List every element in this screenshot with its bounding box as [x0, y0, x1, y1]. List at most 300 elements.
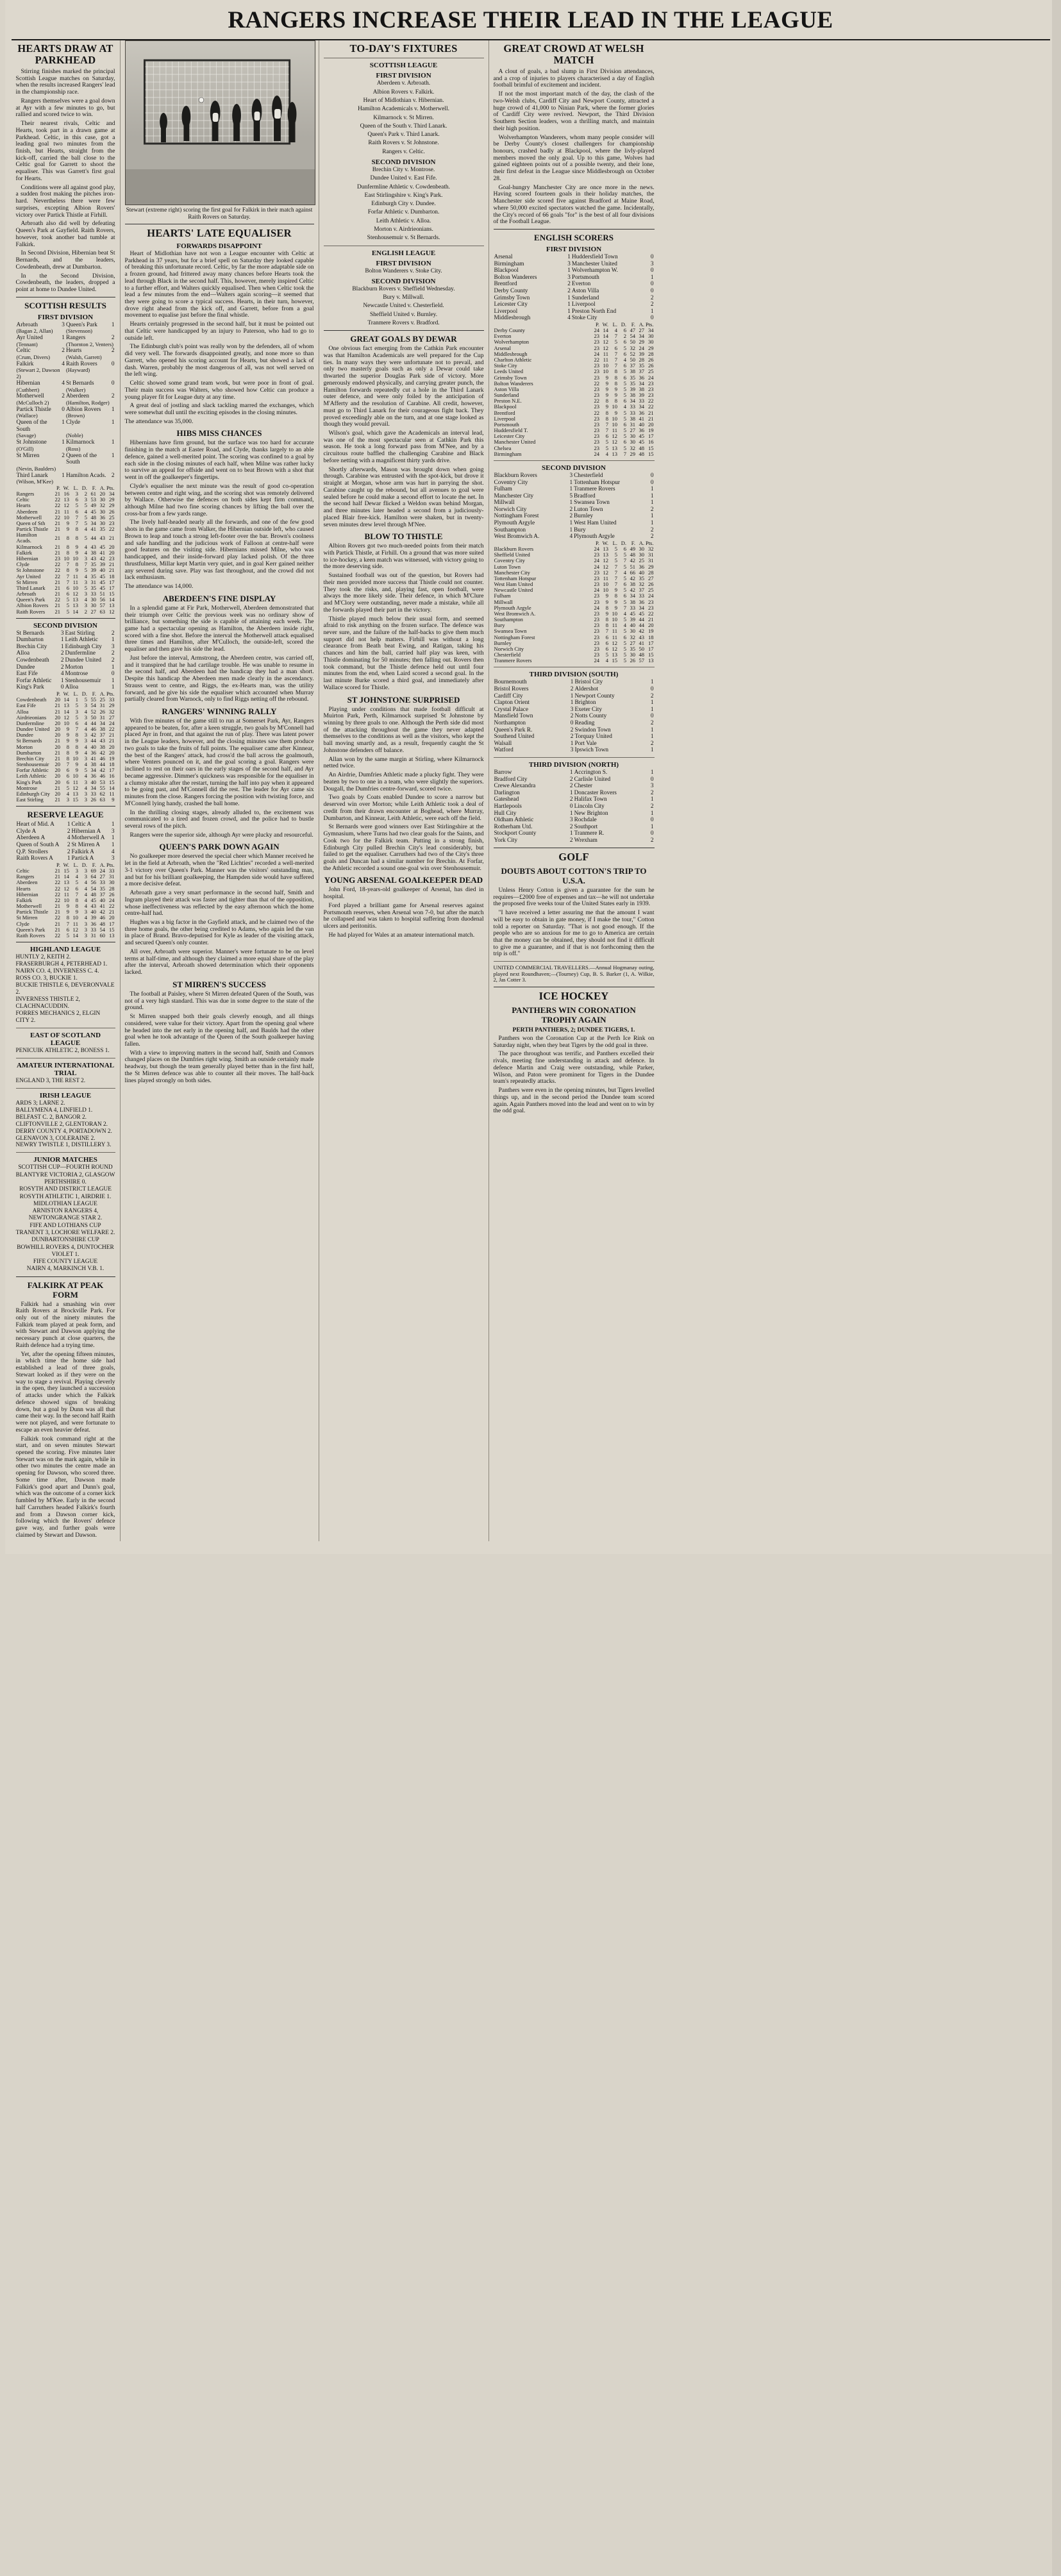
- home-team: West Bromwich A.: [494, 533, 540, 540]
- away-scorers: (Brown): [65, 412, 85, 419]
- article-para: In the thrilling closing stages, already alluded to, the excitement was communicated to a tired and frozen crowd, and the police had to bustle several rows of the pitch.: [124, 808, 314, 830]
- divider: [494, 757, 655, 758]
- away-score: 0: [650, 479, 654, 486]
- list-item: BALLYMENA 4, LINFIELD 1.: [15, 1107, 93, 1114]
- subhead-english-second-division: SECOND DIVISION: [542, 464, 606, 472]
- away-team: Stoke City: [571, 315, 597, 322]
- table-row: [16, 453, 115, 466]
- scorers-row: [16, 466, 115, 473]
- home-team: East Fife: [16, 671, 38, 678]
- away-team: Tottenham Hotspur: [574, 479, 621, 486]
- away-score: 2: [111, 650, 115, 657]
- divider: [494, 961, 655, 962]
- away-score: 1: [111, 637, 115, 644]
- section-scottish-results: SCOTTISH RESULTS: [24, 300, 106, 310]
- results-table-third-north: Barrow 1 Accrington S. 1 Bradford City 2 Carlisle United 0 Crewe Alexandra 2 Chester 3 Darlington 1 Doncaster Rovers 2 Gateshead 2 Halifax Town 1 Hartlepools 0 Lincoln City 2 Hull City 1 New Brighton 1 Oldham Athletic 3 Rochdale 0 Rotherham Utd. 2 Southport 1 Stockport County 1 Tranmere R. 0 York City 2 Wrexham 2: [494, 769, 654, 844]
- home-score: 1: [62, 472, 65, 479]
- home-scorers: (Wallace): [16, 412, 38, 419]
- fixture: Raith Rovers v. St Johnstone.: [368, 140, 439, 147]
- headline-rangers-winning-rally: RANGERS' WINNING RALLY: [162, 707, 277, 717]
- away-team: Dunfermline: [65, 650, 96, 657]
- home-score: 3: [60, 630, 64, 637]
- article-para: Clyde's equaliser the next minute was the result of good co-operation between centre and right wing, and the scoring shot was remotely delivered by Wallace. Otherwise the defences on both sides kept firm command, although Milne had two fine scoring chances by lifting the ball over the cross-bar from a few yards range.: [124, 482, 314, 517]
- article-para: The pace throughout was terrific, and Panthers excelled their rivals, meeting fine understanding in attack and defence. In defence Martin and Craig were outstanding, while Parker, Wilson, and Paton were prominent for Tigers in the Dundee team's repeatedly attacks.: [493, 1050, 655, 1085]
- article-para: Falkirk had a smashing win over Raith Rovers at Brockville Park. For only out of the ninety minutes the Falkirk team played at peak form, and with Stewart and Dawson applying the necessary punch at close quarters, the Raith defence had a trying time.: [15, 1300, 115, 1349]
- table-row: [16, 419, 115, 433]
- home-team: Leicester City: [494, 301, 528, 308]
- table-row: [16, 678, 115, 685]
- away-score: 2: [650, 506, 654, 513]
- scorers-row: [16, 433, 115, 439]
- divider: [16, 1088, 115, 1089]
- article-para: An Airdrie, Dumfries Athletic made a plucky fight. They were beaten by two to one in a team, who were slightly the superiors. Dougall, the Dumfries centre-forward, scored twice.: [323, 771, 484, 792]
- away-score: 1: [650, 486, 654, 493]
- away-score: 1: [111, 684, 115, 691]
- headline-ice-hockey: ICE HOCKEY: [539, 989, 609, 1002]
- home-team: Ayr United: [16, 335, 43, 342]
- home-score: 2: [60, 657, 64, 664]
- article-para: A great deal of jostling and slack tackling marred the exchanges, which were somewhat dull until the exciting episodes in the closing minutes.: [124, 402, 314, 416]
- subhead-english-first-division: FIRST DIVISION: [546, 246, 602, 254]
- section-irish-league: IRISH LEAGUE: [39, 1091, 92, 1100]
- home-score: 1: [567, 254, 571, 261]
- home-team: Clyde A: [16, 828, 37, 835]
- list-item: GLENAVON 3, COLERAINE 2.: [15, 1135, 96, 1142]
- home-scorers: (Cuthbert): [16, 386, 40, 393]
- home-score: 1: [67, 855, 71, 862]
- away-score: 1: [111, 419, 115, 426]
- highland-results: [16, 954, 115, 1025]
- article-para: John Ford, 18-years-old goalkeeper of Arsenal, has died in hospital.: [323, 886, 484, 901]
- table-row: [494, 480, 655, 487]
- subhead-third-division-south: THIRD DIVISION (SOUTH): [529, 671, 619, 679]
- junior-sub-6: FIFE COUNTY LEAGUE: [33, 1259, 98, 1266]
- away-score: 2: [650, 301, 654, 308]
- results-table-third-south: Bournemouth 1 Bristol City 1 Bristol Rovers 2 Aldershot 0 Cardiff City 1 Newport County 2 Clapton Orient 1 Brighton 1 Crystal Palace 3 Exeter City 1 Mansfield Town 2 Notts County 0 Northampton 0 Reading 2 Queen's Park R. 2 Swindon Town 1 Southend United 2 Torquay United 1 Walsall 1 Port Vale 2 Watford 3 Ipswich Town 1: [494, 679, 654, 754]
- east-results: [16, 1048, 115, 1055]
- away-score: 2: [111, 335, 115, 342]
- home-team: Derby County: [494, 288, 528, 294]
- home-team: Blackpool: [494, 267, 519, 274]
- fixture: Albion Rovers v. Falkirk.: [372, 88, 435, 96]
- home-team: Third Lanark: [16, 472, 48, 479]
- away-team: Motherwell A: [71, 835, 105, 842]
- away-score: 1: [111, 842, 115, 849]
- table-row: [16, 835, 115, 842]
- home-scorers: (Nevin, Baulders): [16, 465, 56, 472]
- away-team: Raith Rovers: [65, 360, 97, 367]
- home-team: Birmingham: [494, 260, 524, 267]
- away-team: Swansea Town: [574, 499, 610, 506]
- league-table-reserve: P. W. L. D. F. A. Pts. Celtic 21 15 3 3 69 24 33 Rangers 21 14 4 3 64 27 31 Aberdeen 22 13 5 4 56 33 30 Hearts 22 12 6 4 54 35 28 Hibernian 22 11 7 4 48 37 26 Falkirk 22 10 8 4 45 40 24 Motherwell 21 9 8 4 43 41 22 Partick Thistle 21 9 9 3 40 42 21 St Mirren 22 8 10 4 39 46 20 Clyde 21 7 11 3 36 48 17 Queen's Park 21 6 12 3 33 54 15 Raith Rovers 22 5 14 3 31 60 13: [16, 861, 115, 939]
- table-row: [494, 281, 655, 288]
- photo-graphic: [126, 41, 315, 205]
- away-score: 0: [650, 315, 654, 322]
- home-scorers: (Savage): [16, 432, 37, 439]
- table-row: [16, 821, 115, 828]
- away-team: Morton: [65, 664, 83, 671]
- fixture: Queen's Park v. Third Lanark.: [367, 131, 440, 138]
- article-para: With five minutes of the game still to run at Somerset Park, Ayr, Rangers appeared to be beaten, for, after a keen struggle, two goals by M'Connell had placed Ayr in front, and that against the run of play. There was latent power in the League leaders, however, and the closing minutes saw them produce two goals to take the fruits of full points. The equaliser came after Kinnear, the best of the Rangers' attack, had cross'd the ball across the goalmouth, where Venters pounced on it, and the goal scoring a goal. Rangers were inclined to rest on their oars in the early stages of the second half, and Ayr became aggressive. Dimmer's quickness was responsible for the equaliser in a clumsy mistake after the restart, turning the half into pay when it appeared to be going past, and M'Connell did the rest. The leader for Ayr came six minutes from the close. Rangers forcing the position with twisting force, and M'Connell lying handy, crashed the ball home.: [124, 717, 314, 807]
- home-team: Forfar Athletic: [16, 677, 52, 684]
- scorers-row: [16, 342, 115, 348]
- home-team: Alloa: [16, 650, 30, 657]
- home-team: Arbroath: [16, 321, 38, 328]
- away-scorers: (Walker): [65, 386, 86, 393]
- home-team: King's Park: [16, 684, 44, 691]
- section-english-scorers: ENGLISH SCORERS: [534, 233, 614, 243]
- article-para: Panthers were even in the opening minutes, but Tigers levelled things up, and in the second period the Dundee team scored again. Again Panthers moved into the lead and went on to win by the odd goal.: [493, 1087, 655, 1115]
- home-score: 1: [62, 419, 65, 426]
- table-row: [16, 630, 115, 637]
- attendance-note: The attendance was 35,000.: [124, 417, 194, 425]
- scorers-row: [16, 400, 115, 406]
- home-score: 1: [60, 677, 64, 684]
- home-team: Partick Thistle: [16, 406, 51, 413]
- results-table-reserve: [16, 821, 115, 862]
- list-item: CLIFTONVILLE 2, GLENTORAN 2.: [15, 1121, 108, 1128]
- article-para: Conditions were all against good play, a sudden frost making the pitches iron-hard. Nevertheless there were few surprises, excepting Albion Rovers' victory over Partick Thistle at Firhill.: [15, 183, 115, 219]
- home-team: Coventry City: [494, 479, 528, 486]
- article-para: Celtic showed some grand team work, but were poor in front of goal. Their main success was Walters, who showed how Celtic can produce a young player fit for League duty at any time.: [124, 380, 314, 401]
- home-score: 4: [67, 835, 71, 842]
- home-scorers: (Crum, Divers): [16, 354, 51, 361]
- results-table-second-division: [16, 630, 115, 691]
- attendance-note: The attendance was 14,000.: [124, 583, 194, 590]
- article-para: Thistle played much below their usual form, and seemed afraid to risk anything on the frozen surface. The defence was never sure, and the failure of the half-backs to give them much support did not help matters. Firhill was without a long clearance from Beath beat Ewing, and Ratigan, taking his chances and him the ball, carried half play was keen, with Thistle dominating for 50 minutes; then falling out. Rovers then took command, but the Thistle defence held out until four minutes from the end, when Laird scored a second goal. In the last minute Burke scored a third goal, and immediately after Wallace scored for Thistle.: [323, 615, 484, 691]
- fixture: Sheffield United v. Burnley.: [369, 311, 438, 318]
- junior-result-6: NAIRN 4, MARKINCH V.B. 1.: [26, 1266, 104, 1273]
- away-score: 1: [650, 492, 654, 499]
- column-1: [12, 40, 121, 1541]
- article-para: Just before the interval, Armstrong, the Aberdeen centre, was carried off, and it transpired that he had cartilage trouble. He was unable to resume in the second half, and Aberdeen had the handicap they had a man short. Despite this handicap the Aberdeen men made clearly in the ascendancy. Strauss went to centre, and Riggs, the ex-Hearts man, was the utility forward, and he give his side the equaliser which accounted when Murray partially cleared from Warnock, only to find Riggs netting off the rebound.: [124, 654, 314, 703]
- fixture: Kilmarnock v. St Mirren.: [373, 114, 434, 121]
- junior-result-2: ROSYTH ATHLETIC 1, AIRDRIE 1.: [19, 1193, 112, 1200]
- section-amateur-trial: AMATEUR INTERNATIONAL TRIAL: [16, 1061, 115, 1077]
- home-team: Bolton Wanderers: [494, 274, 537, 281]
- table-row: [16, 849, 115, 856]
- list-item: NEWRY TWISTLE 1, DISTILLERY 3.: [15, 1142, 112, 1149]
- away-team: Rangers: [65, 335, 86, 342]
- home-team: Arsenal: [494, 254, 513, 261]
- home-score: 3: [567, 260, 571, 267]
- subsection-second-division: SECOND DIVISION: [33, 621, 97, 630]
- away-team: Chesterfield: [574, 472, 603, 479]
- junior-sub-5: DUNBARTONSHIRE CUP: [31, 1237, 99, 1244]
- league-table-english-first: P. W. L. D. F. A. Pts. Derby County 24 14 4 6 47 27 34 Everton 23 14 7 2 54 34 30 Wolverhampton 23 12 5 6 50 29 30 Arsenal 23 12 6 5 32 24 29 Middlesbrough 24 11 7 6 52 39 28 Charlton Athletic 22 11 7 4 50 28 26 Stoke City 23 10 7 6 37 35 26 Leeds United 23 10 8 5 38 37 25 Grimsby Town 23 9 8 6 35 36 24 Bolton Wanderers 22 9 8 5 35 34 23 Aston Villa 23 9 9 5 39 38 23 Sunderland 23 9 9 5 38 39 23 Preston N.E. 22 8 8 6 34 33 22 Blackpool 23 9 10 4 33 34 22 Brentford 22 8 9 5 33 36 21 Liverpool 23 8 10 5 38 41 21 Portsmouth 23 7 10 6 31 40 20 Huddersfield T. 23 7 11 5 27 36 19 Leicester City 23 6 12 5 30 45 17 Manchester United 23 5 12 6 30 45 16 Chelsea 23 5 13 5 32 48 15 Birmingham 24 4 13 7 29 48 15: [494, 321, 654, 457]
- home-score: 4: [60, 671, 64, 678]
- list-item: NAIRN CO. 4, INVERNESS C. 4.: [15, 967, 99, 974]
- junior-sub-2: ROSYTH AND DISTRICT LEAGUE: [19, 1186, 112, 1193]
- fixture: Stenhousemuir v. St Bernards.: [367, 235, 440, 242]
- away-score: 0: [111, 360, 115, 367]
- ice-hockey-score: PERTH PANTHERS, 2; DUNDEE TIGERS, 1.: [512, 1026, 635, 1033]
- away-team: Edinburgh City: [65, 643, 102, 650]
- table-row: [494, 267, 655, 274]
- away-team: Hibernian A: [71, 828, 101, 835]
- headline-st-mirrens-success: ST MIRREN'S SUCCESS: [172, 979, 266, 989]
- away-score: 2: [111, 347, 115, 355]
- home-score: 4: [62, 360, 65, 367]
- headline-todays-fixtures: TO-DAY'S FIXTURES: [349, 42, 458, 54]
- divider: [494, 460, 655, 461]
- away-team: Stenhousemuir: [65, 677, 101, 684]
- fixture: East Stirlingshire v. King's Park.: [364, 192, 443, 199]
- article-para: Their nearest rivals, Celtic and Hearts, took part in a drawn game at Parkhead. Celtic, in this case, got a leading goal two minutes from the finish, but Hearts, straight from the kick-off, carried the ball close to the Celtic goal for Garrett to shoot the equaliser. This was Garrett's first goal for Hearts.: [15, 120, 115, 182]
- article-para: Sustained football was out of the question, but Rovers had their men provided more success that Thistle could not counter. They took the risks, and, playing fast, open football, were always the more likely side. Their defence, in which M'Clure and M'Clory were outstanding, never made a mistake, while all the forwards played their part in the victory.: [323, 572, 484, 614]
- table-row: [16, 650, 115, 657]
- article-para: Albion Rovers got two much-needed points from their match with Partick Thistle, at Firhill. On a ground that was more suited to ice-hockey, a keen match was witnessed, with victory going to the more deserving side.: [323, 542, 484, 571]
- list-item: FRASERBURGH 4, PETERHEAD 1.: [15, 961, 108, 968]
- home-score: 1: [60, 643, 64, 650]
- away-score: 1: [111, 821, 115, 828]
- away-team: Partick A: [71, 855, 94, 862]
- results-table-english-second: [494, 473, 655, 540]
- section-highland-league: HIGHLAND LEAGUE: [29, 946, 101, 954]
- headline-golf: GOLF: [558, 850, 589, 863]
- away-team: Bradford: [574, 492, 596, 499]
- away-score: 1: [650, 520, 654, 527]
- away-team: Plymouth Argyle: [574, 533, 615, 540]
- away-team: Luton Town: [574, 506, 603, 513]
- home-score: 1: [67, 821, 71, 828]
- table-row: [494, 254, 655, 261]
- results-table-first-division: [16, 322, 115, 485]
- home-score: 2: [67, 842, 71, 849]
- subhead-cotton-usa: DOUBTS ABOUT COTTON'S TRIP TO U.S.A.: [501, 866, 647, 885]
- article-para: Arbroath gave a very smart performance in the second half, Smith and Ingram played their attack was faster and tighter than that of the opposition, whose ineffectiveness was reflected by the easy afternoon which the home centre-half had.: [124, 889, 314, 917]
- home-team: Aberdeen A: [16, 835, 46, 842]
- list-item: BUCKIE THISTLE 6, DEVERONVALE 2.: [15, 982, 115, 996]
- headline-hearts-draw: HEARTS DRAW AT PARKHEAD: [17, 42, 113, 67]
- fixture: Hamilton Academicals v. Motherwell.: [358, 106, 449, 113]
- list-item: DERRY COUNTY 4, PORTADOWN 2.: [15, 1128, 112, 1135]
- article-para: Panthers won the Coronation Cup at the Perth Ice Rink on Saturday night, when they beat Tigers by the odd goal in three.: [493, 1034, 655, 1049]
- away-score: 1: [111, 664, 115, 671]
- away-team: Wolverhampton W.: [571, 267, 618, 274]
- table-row: [494, 513, 655, 520]
- page-title: RANGERS INCREASE THEIR LEAD IN THE LEAGUE: [12, 4, 1050, 40]
- home-score: 2: [60, 650, 64, 657]
- article-para: A clout of goals, a bad slump in First Division attendances, and a crop of injuries to players characterised a day of English football brimful of excitement and incident.: [493, 67, 655, 89]
- fixture: Edinburgh City v. Dundee.: [371, 201, 436, 208]
- article-para: Rangers themselves were a goal down at Ayr with a few minutes to go, but rallied and scored twice to win.: [15, 97, 115, 119]
- away-score: 1: [111, 406, 115, 413]
- home-score: 2: [569, 506, 573, 513]
- away-team: Burnley: [574, 513, 594, 520]
- away-score: 1: [650, 499, 654, 506]
- article-para: Unless Henry Cotton is given a guarantee for the sum he requires—£2000 free of expenses and tax—he will not undertake the proposed five weeks tour of the United States early in 1939.: [493, 886, 655, 908]
- article-para: St Mirren snapped both their goals cleverly enough, and all things considered, were value for their victory. Apart from the opening goal where he headed into the net early in the opening half, and Baulds had the other goal when he took advantage of the Queen of the South goalkeeper having fallen.: [124, 1013, 314, 1048]
- home-score: 1: [569, 520, 573, 527]
- away-team: West Ham United: [574, 520, 617, 527]
- home-team: Brentford: [494, 281, 517, 288]
- fixture: Newcastle United v. Chesterfield.: [363, 303, 444, 310]
- away-score: 3: [111, 828, 115, 835]
- table-row: [494, 288, 655, 295]
- home-team: Nottingham Forest: [494, 513, 539, 520]
- article-para: "I have received a letter assuring me that the amount I want will be easy to obtain in gate money, if I make the tour," Cotton told a reporter on Saturday. "That is not good enough. If the people who are so anxious for me to go to America are certain that the money can be obtained, they should not find it difficult to give me a guarantee, and if that is not forthcoming then the trip is off.": [493, 909, 655, 958]
- subhead-first-division: FIRST DIVISION: [376, 72, 431, 80]
- away-team: Celtic A: [71, 821, 92, 828]
- travellers-note: UNITED COMMERCIAL TRAVELLERS.—Annual Hogmanay outing, played next Roundhaven;—(Tourney) Cup, B. S. Barker (1, A. Wilkie, 2, Jas Cotter 3.: [493, 964, 655, 983]
- junior-result-1: BLANTYRE VICTORIA 2, GLASGOW PERTHSHIRE 0.: [15, 1171, 115, 1186]
- home-score: 2: [569, 513, 573, 520]
- list-item: BELFAST C. 2, BANGOR 2.: [15, 1114, 87, 1121]
- away-score: 0: [650, 281, 654, 288]
- subsection-first-division: FIRST DIVISION: [37, 313, 94, 321]
- home-score: 0: [60, 684, 64, 691]
- fixture: Tranmere Rovers v. Bradford.: [367, 319, 440, 326]
- home-team: Brechin City: [16, 643, 47, 650]
- headline-great-crowd-welsh-match: GREAT CROWD AT WELSH MATCH: [503, 42, 644, 67]
- scorers-row: [16, 446, 115, 453]
- home-score: 3: [62, 321, 65, 328]
- away-team: Alloa: [65, 684, 79, 691]
- headline-queens-park-down-again: QUEEN'S PARK DOWN AGAIN: [159, 842, 280, 852]
- away-scorers: (Hayward): [65, 367, 90, 374]
- home-team: Heart of Mid. A: [16, 821, 54, 828]
- junior-sub-1: SCOTTISH CUP—FOURTH ROUND: [18, 1164, 113, 1171]
- fixture: Aberdeen v. Arbroath.: [376, 80, 431, 87]
- home-scorers: (Wilson, M'Kee): [16, 478, 54, 485]
- article-para: With a view to improving matters in the second half, Smith and Connors changed places on the Dumfries right wing. Smith an outside certainly made headway, but though the team generally played better than in the first half, the St Mirren defence was able to counter all their moves. The half-back lines played strongly on both sides.: [124, 1049, 314, 1084]
- away-team: Kilmarnock: [65, 439, 95, 446]
- away-score: 3: [650, 260, 654, 267]
- home-score: 3: [567, 274, 571, 281]
- away-team: Leith Athletic: [65, 637, 98, 644]
- scorers-row: [16, 413, 115, 419]
- home-team: Queen of South A: [16, 842, 60, 849]
- table-row: [494, 261, 655, 268]
- column-3: [319, 40, 489, 1541]
- home-scorers: (Stewart 2, Dawson 2): [16, 367, 60, 380]
- table-row: [494, 301, 655, 308]
- away-scorers: (Thornton 2, Venters): [65, 340, 114, 347]
- fixture: Dundee United v. East Fife.: [370, 175, 437, 182]
- headline-hibs-miss-chances: HIBS MISS CHANCES: [176, 428, 262, 439]
- divider: [16, 1276, 115, 1277]
- away-team: Hearts: [65, 347, 82, 355]
- away-scorers: (Noble): [65, 432, 83, 439]
- home-score: 1: [567, 294, 571, 301]
- article-para: No goalkeeper more deserved the special cheer which Manner received he let in the field at Arbroath, when the "Red Lichties" recorded a well-merited 3-1 victory over Queen's Park. Manner was the visitors' outstanding man, and but for his brilliant goalkeeping, the Hampden side would have suffered a more decisive defeat.: [124, 853, 314, 888]
- article-para: Falkirk took command right at the start, and on seven minutes Stewart opened the scoring. Five minutes later Stewart was on the mark again, while in other two minutes the centre made an opening for Dawson, who scored three. Some time after, Dawson made Falkirk's good apart and Dunn's goal, which was the outcome of a corner kick fumbled by M'Kee. Early in the second half Carruthers headed Falkirk's fourth and from a Dawson corner kick, following which the Rovers' defence gave way, and further goals were claimed by Stewart and Dawson.: [15, 1435, 115, 1539]
- home-team: Dundee: [16, 664, 35, 671]
- article-para: Ford played a brilliant game for Arsenal reserves against Portsmouth reserves, when Arsenal won 7-0, but after the match he collapsed and was taken to hospital suffering from duodenal ulcers and peritonitis.: [323, 901, 484, 930]
- match-photograph: [125, 40, 315, 205]
- article-para: St Bernards were good winners over East Stirlingshire at the Gymnasium, where Turns had two clear goals for the Saints, and Cook two for the Falkirk team. Putting in a strong finish, Edinburgh City pulled Brechin City's lead considerably, but failed to get the equaliser. Carruthers had two of the City's three goals and Duncan had a similar number for Brechin. At Forfar, the Athletic recorded a sound one-goal win over Stenhousemuir.: [323, 823, 484, 872]
- away-team: Sunderland: [571, 294, 599, 301]
- home-team: Southampton: [494, 526, 526, 533]
- home-score: 1: [569, 499, 573, 506]
- home-score: 2: [62, 452, 65, 459]
- subhead-scottish-league: SCOTTISH LEAGUE: [369, 62, 438, 70]
- home-score: 2: [567, 288, 571, 294]
- home-score: 2: [567, 281, 571, 288]
- home-team: Queen of the South: [16, 419, 47, 433]
- table-row: [494, 499, 655, 506]
- away-score: 1: [111, 452, 115, 459]
- away-team: Falkirk A: [71, 848, 94, 855]
- newspaper-sheet: [5, 0, 1057, 1554]
- fixture: Brechin City v. Montrose.: [372, 167, 435, 173]
- away-team: Queen of the South: [65, 452, 97, 466]
- away-team: Dundee United: [65, 657, 102, 664]
- home-score: 2: [67, 848, 71, 855]
- away-score: 1: [111, 677, 115, 684]
- away-score: 1: [111, 835, 115, 842]
- away-score: 1: [650, 274, 654, 281]
- home-score: 5: [569, 492, 573, 499]
- table-row: [16, 380, 115, 387]
- away-score: 2: [111, 630, 115, 637]
- away-team: Montrose: [65, 671, 88, 678]
- column-4: [489, 40, 659, 1541]
- home-score: 1: [567, 301, 571, 308]
- home-team: Plymouth Argyle: [494, 520, 535, 527]
- away-team: Manchester United: [571, 260, 617, 267]
- junior-result-4: TRANENT 3, LOCHORE WELFARE 2.: [15, 1229, 115, 1236]
- table-row: [16, 637, 115, 644]
- article-para: He had played for Wales at an amateur international match.: [328, 931, 475, 939]
- headline-blow-to-thistle: BLOW TO THISTLE: [364, 531, 443, 542]
- away-score: 0: [111, 380, 115, 387]
- fixture: Blackburn Rovers v. Sheffield Wednesday.: [352, 285, 455, 292]
- article-para: Rangers were the superior side, although Ayr were plucky and resourceful.: [129, 831, 313, 839]
- home-score: 1: [569, 479, 573, 486]
- article-para: In the Second Division, Cowdenbeath, the leaders, dropped a point at home to Dundee United.: [15, 272, 115, 293]
- home-team: Cowdenbeath: [16, 657, 49, 664]
- junior-sub-3: MIDLOTHIAN LEAGUE: [33, 1200, 97, 1207]
- table-row: [494, 533, 655, 540]
- away-team: Huddersfield Town: [571, 254, 618, 261]
- article-para: Arbroath also did well by defeating Queen's Park at Gayfield. Raith Rovers, however, took another bad tumble at Falkirk.: [15, 220, 115, 248]
- junior-result-3: ARNISTON RANGERS 4, NEWTONGRANGE STAR 2.: [28, 1208, 103, 1222]
- article-para: If not the most important match of the day, the clash of the two-Welsh clubs, Cardiff City and Newport County, attracted a huge crowd of 41,000 to Ninian Park, where the former glories of Cardiff City were revived. Newport, the Third Division Southern Section leaders, won a thrilling match, and maintain their high position.: [493, 90, 655, 132]
- home-score: 1: [567, 308, 571, 315]
- away-team: Liverpool: [571, 301, 596, 308]
- table-row: [494, 308, 655, 315]
- home-team: Norwich City: [494, 506, 527, 513]
- away-team: St Mirren A: [71, 842, 100, 849]
- away-scorers: (Ross): [65, 445, 81, 452]
- article-para: Heart of Midlothian have not won a League encounter with Celtic at Parkhead in 37 years, but for a brief spell on Saturday they looked capable of breaking this unfortunate record. Celtic, by far the more adaptable side on a frozen ground, had frittered away many chances before Hearts took the lead through Black in the second half. This, however, merely inspired Celtic to a further effort, and Walters quickly equalised. Then when Celtic took the lead a few minutes from the end—Walters again scoring—it seemed that they were going to score a typical success. Hearts, in their turn, however, drove right ahead from the kick off, and Garrett, before from a goal movement to equalise just before the final whistle.: [124, 249, 314, 319]
- away-team: Aston Villa: [571, 288, 599, 294]
- table-row: [494, 527, 655, 534]
- article-para: Hughes was a big factor in the Gayfield attack, and he claimed two of the three home goals, the other being credited to Adams, who again led the van in place of Brand. Bravo-deputised for Kyle as leader of the visiting attack, and secured Queen's only counter.: [124, 919, 314, 947]
- fixture: Morton v. Airdrieonians.: [374, 226, 433, 233]
- results-table-english-first: [494, 254, 655, 322]
- away-score: 1: [111, 321, 115, 328]
- headline-young-arsenal-goalkeeper-dead: YOUNG ARSENAL GOALKEEPER DEAD: [324, 875, 483, 885]
- away-score: 1: [650, 308, 654, 315]
- column-2: [121, 40, 319, 1541]
- away-score: 1: [650, 513, 654, 520]
- home-score: 0: [62, 406, 65, 413]
- list-item: INVERNESS THISTLE 2, CLACHNACUDDIN.: [15, 996, 80, 1010]
- away-score: 3: [111, 855, 115, 862]
- subhead-english-league: ENGLISH LEAGUE: [371, 249, 436, 257]
- article-para: Wolverhampton Wanderers, whom many people consider will be Derby County's closest challengers for championship honours, crashed badly at Blackpool, where the livly-played members moved the only goal. Up to this game, Wolves had gained eighteen points out of a possible twenty, and their lone, their first defeat in the League since Middlesbrough on October 28.: [493, 133, 655, 182]
- home-score: 2: [67, 828, 71, 835]
- away-score: 0: [650, 254, 654, 261]
- table-row: [494, 295, 655, 302]
- article-para: Shortly afterwards, Mason was brought down when going through. Carabine was entrusted with the spot-kick, but drove it straight at Morgan, whose arm was hurt in parrying the shot. Carabine caught up the rebound, but all avenues to goal were sealed before he could make a second effort to locate the net. In the second half Dewar flicked a Weldon swan behind Morgan, and three minutes later headed a second from a judiciously-placed Blair free-kick. Hamilton were shaken, but in twenty-seven minutes drew level through M'Nee.: [323, 465, 484, 528]
- away-score: 2: [111, 472, 115, 479]
- scorers-row: [16, 328, 115, 335]
- away-scorers: (Stevenson): [65, 328, 92, 335]
